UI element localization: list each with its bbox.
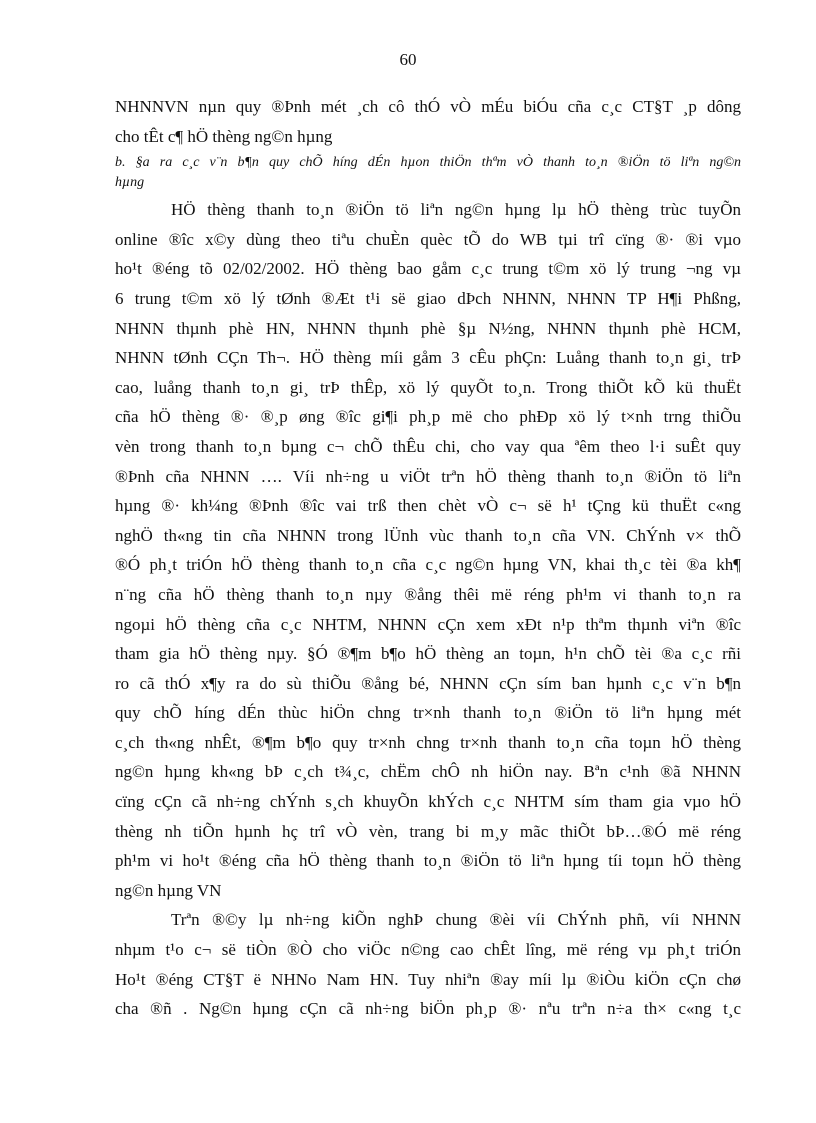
heading-line: b. §a ra c¸c v¨n b¶n quy chÕ híng dÉn hµon thiÖn thªm vÒ thanh to¸n ®iÖn tö liªn ng©n	[115, 155, 741, 171]
text-line: cho tÊt c¶ hÖ thèng ng©n hµng	[115, 126, 333, 146]
page-number: 60	[399, 50, 417, 69]
paragraph-recommendations	[115, 905, 741, 1023]
text-line: HÖ thèng thanh to¸n ®iÖn tö liªn ng©n hµng lµ hÖ thèng trùc tuyÕn	[171, 200, 741, 220]
text-line: NHNN tØnh CÇn Th¬. HÖ thèng míi gåm 3 cÊu phÇn: Luång thanh to¸n gi¸ trÞ	[115, 348, 741, 368]
text-line: online ®îc x©y dùng theo tiªu chuÈn quèc tÕ do WB tµi trî cïng ®· ®i vµo	[115, 229, 741, 249]
section-heading-b	[115, 153, 741, 193]
text-line: ng©n hµng kh«ng bÞ c¸ch t¾¸c, chËm chÔ nh hiÖn nay. Bªn c¹nh ®ã NHNN	[115, 762, 741, 782]
text-line: hµng ®· kh¼ng ®Þnh ®îc vai trß then chèt vÒ c¬ së h¹ tÇng kü thuËt c«ng	[115, 496, 741, 516]
text-line: n¨ng cña hÖ thèng thanh to¸n nµy ®ång thêi më réng ph¹m vi thanh to¸n ra	[115, 584, 741, 604]
text-line: quy chÕ híng dÉn thùc hiÖn chng tr×nh thanh to¸n ®iÖn tö liªn hµng mét	[115, 703, 741, 723]
heading-line: hµng	[115, 175, 145, 191]
text-line: cao, luång thanh to¸n gi¸ trÞ thÊp, xö lý quyÕt to¸n. Trong thiÕt kÕ kü thuËt	[115, 377, 741, 397]
paragraph-payment-system	[115, 195, 741, 905]
text-line: ®Ó ph¸t triÓn hÖ thèng thanh to¸n cña c¸c ng©n hµng VN, khai th¸c tèi ®a kh¶	[115, 555, 741, 575]
text-line: ng©n hµng VN	[115, 880, 222, 900]
text-line: ho¹t ®éng tõ 02/02/2002. HÖ thèng bao gåm c¸c trung t©m xö lý trung ¬ng vµ	[115, 259, 741, 279]
text-line: NHNN thµnh phè HN, NHNN thµnh phè §µ N½ng, NHNN thµnh phè HCM,	[115, 318, 741, 338]
paragraph-continuation	[115, 92, 741, 151]
text-line: ro cã thÓ x¶y ra do sù thiÕu ®ång bé, NHNN cÇn sím ban hµnh c¸c v¨n b¶n	[115, 673, 741, 693]
text-line: nghÖ th«ng tin cña NHNN trong lÜnh vùc thanh to¸n cña VN. ChÝnh v× thÕ	[115, 525, 741, 545]
body-text	[115, 92, 741, 1024]
text-line: 6 trung t©m xö lý tØnh ®Æt t¹i së giao dÞch NHNN, NHNN TP H¶i Phßng,	[115, 288, 741, 308]
text-line: cña hÖ thèng ®· ®¸p øng ®îc gi¶i ph¸p më cho phÐp xö lý t×nh trng thiÕu	[115, 407, 741, 427]
text-line: ph¹m vi ho¹t ®éng cña hÖ thèng thanh to¸n ®iÖn tö liªn hµng tíi toµn hÖ thèng	[115, 851, 741, 871]
text-line: ngoµi hÖ thèng cña c¸c NHTM, NHNN cÇn xem xÐt n¹p thªm thµnh viªn ®îc	[115, 614, 741, 634]
text-line: c¸ch th«ng nhÊt, ®¶m b¶o quy tr×nh chng tr×nh thanh to¸n cña toµn hÖ thèng	[115, 732, 741, 752]
text-line: ®Þnh cña NHNN …. Víi nh÷ng u viÖt trªn hÖ thèng thanh to¸n ®iÖn tö liªn	[115, 466, 741, 486]
text-line: NHNNVN nµn quy ®Þnh mét ¸ch cô thÓ vÒ mÉu biÓu cña c¸c CT§T ¸p dông	[115, 97, 741, 116]
text-line: tham gia hÖ thèng nµy. §Ó ®¶m b¶o hÖ thèng an toµn, h¹n chÕ tèi ®a c¸c rñi	[115, 644, 741, 664]
text-line: thèng nh tiÕn hµnh hç trî vÒ vèn, trang bi m¸y mãc thiÕt bÞ…®Ó më réng	[115, 821, 741, 841]
text-line: cha ®ñ . Ng©n hµng cÇn cã nh÷ng biÖn ph¸p ®· nªu trªn n÷a th× c«ng t¸c	[115, 999, 741, 1019]
text-line: Trªn ®©y lµ nh÷ng kiÕn nghÞ chung ®èi víi ChÝnh phñ, víi NHNN	[171, 910, 741, 930]
text-line: Ho¹t ®éng CT§T ë NHNo Nam HN. Tuy nhiªn ®ay míi lµ ®iÒu kiÖn cÇn chø	[115, 969, 741, 989]
text-line: cïng cÇn cã nh÷ng chÝnh s¸ch khuyÕn khÝch c¸c NHTM sím tham gia vµo hÖ	[115, 792, 741, 812]
text-line: nhµm t¹o c¬ së tiÒn ®Ò cho viÖc n©ng cao chÊt lîng, më réng vµ ph¸t triÓn	[115, 940, 741, 960]
text-line: vèn trong thanh to¸n bµng c¬ chÕ thÊu chi, cho vay qua ªêm theo l·i suÊt quy	[115, 436, 741, 456]
